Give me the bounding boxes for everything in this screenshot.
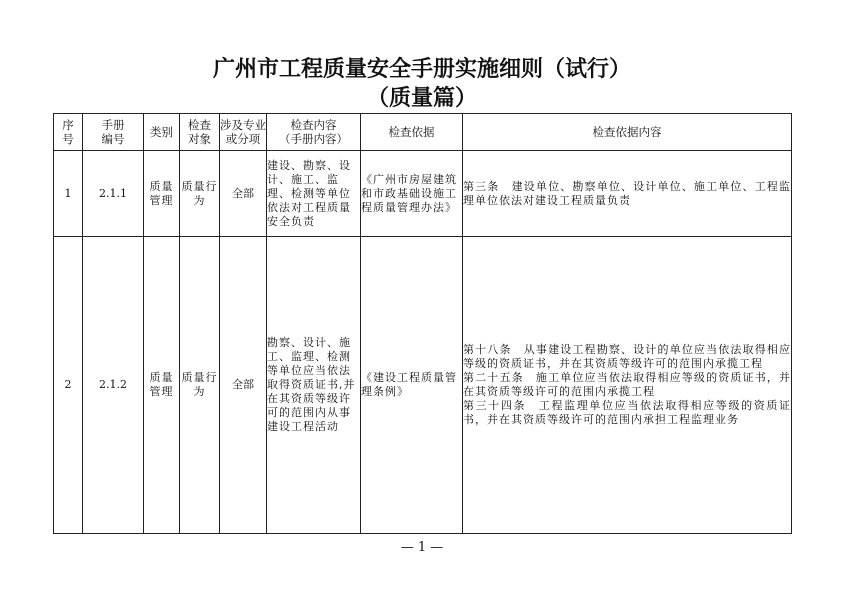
row-basis: 《广州市房屋建筑和市政基础设施工程质量管理办法》	[361, 151, 463, 237]
row-manual-no: 2.1.2	[83, 237, 144, 534]
header-target-line1: 检查	[188, 118, 211, 132]
header-specialty-line2: 或分项	[225, 132, 261, 146]
row-basis-content	[463, 151, 792, 237]
row-target: 质量行为	[180, 237, 220, 534]
basis-clause: 第十八条 从事建设工程勘察、设计的单位应当依法取得相应等级的资质证书，并在其资质等级许可的范围内承揽工程	[463, 343, 791, 370]
basis-clause: 第三十四条 工程监理单位应当依法取得相应等级的资质证书，并在其资质等级许可的范围内承担工程监理业务	[463, 399, 791, 426]
header-seq	[54, 114, 83, 151]
header-basis: 检查依据	[361, 114, 463, 151]
header-basis-content: 检查依据内容	[463, 114, 792, 151]
header-specialty	[220, 114, 267, 151]
header-manual-no	[83, 114, 144, 151]
header-manual-no-line2: 编号	[101, 132, 125, 146]
basis-clause: 第二十五条 施工单位应当依法取得相应等级的资质证书，并在其资质等级许可的范围内承揽工程	[463, 371, 791, 398]
row-content: 建设、勘察、设计、施工、监理、检测等单位依法对工程质量安全负责	[267, 151, 361, 237]
row-content: 勘察、设计、施工、监理、检测等单位应当依法取得资质证书,并在其资质等级许可的范围内从事建设工程活动	[267, 237, 361, 534]
header-manual-no-line1: 手册	[101, 118, 125, 132]
header-category: 类别	[144, 114, 180, 151]
row-basis-content	[463, 237, 792, 534]
table-header-row	[54, 114, 792, 151]
header-content-line2: （手册内容）	[279, 132, 348, 146]
row-seq: 1	[54, 151, 83, 237]
header-target	[180, 114, 220, 151]
row-basis: 《建设工程质量管理条例》	[361, 237, 463, 534]
header-seq-line1: 序	[62, 118, 74, 132]
inspection-table	[53, 113, 792, 534]
header-seq-line2: 号	[62, 132, 74, 146]
document-title: 广州市工程质量安全手册实施细则（试行）	[212, 57, 631, 82]
basis-clause: 第三条 建设单位、勘察单位、设计单位、施工单位、工程监理单位依法对建设工程质量负责	[463, 179, 791, 207]
header-content	[267, 114, 361, 151]
row-specialty: 全部	[220, 151, 267, 237]
header-content-line1: 检查内容	[290, 118, 337, 132]
row-manual-no: 2.1.1	[83, 151, 144, 237]
row-category: 质量管理	[144, 151, 180, 237]
header-specialty-line1: 涉及专业	[220, 118, 266, 132]
row-category: 质量管理	[144, 237, 180, 534]
table-row	[54, 151, 792, 237]
page-number: — 1 —	[400, 540, 444, 555]
row-target: 质量行为	[180, 151, 220, 237]
row-specialty: 全部	[220, 237, 267, 534]
document-subtitle: （质量篇）	[366, 86, 477, 111]
table-row	[54, 237, 792, 534]
header-target-line2: 对象	[188, 132, 211, 146]
row-seq: 2	[54, 237, 83, 534]
